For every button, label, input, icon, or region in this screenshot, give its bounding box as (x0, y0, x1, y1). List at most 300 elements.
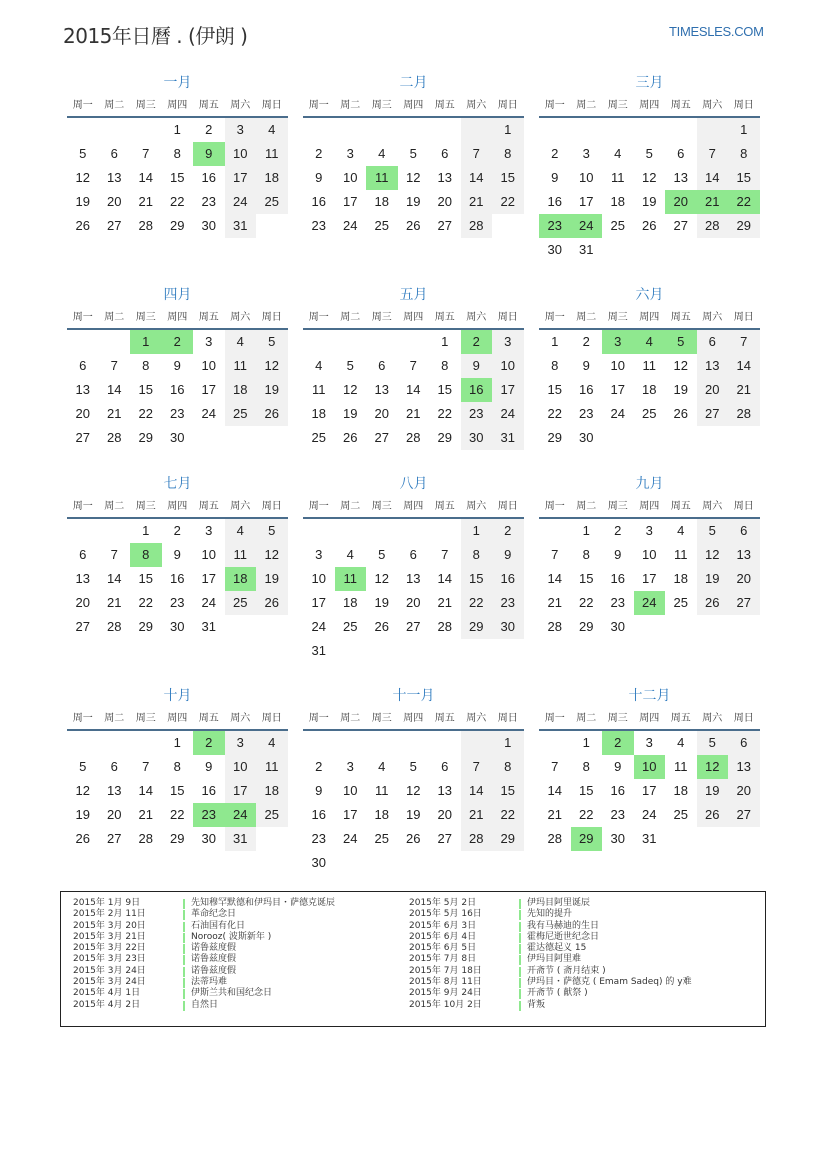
weekday-label: 周六 (466, 501, 487, 512)
day-cell: 28 (138, 218, 153, 233)
legend-holiday-name: 伊玛目・萨德克 ( Emam Sadeq) 的 y难 (527, 977, 692, 988)
day-cell: 9 (173, 547, 181, 562)
weekday-label: 周六 (230, 713, 251, 724)
legend-date: 2015年 3月 24日 (73, 965, 146, 976)
day-cell: 23 (201, 194, 216, 209)
day-cell: 24 (642, 807, 657, 822)
day-cell: 29 (170, 831, 185, 846)
empty-cell (429, 118, 461, 142)
day-cell: 26 (406, 831, 421, 846)
day-cell: 1 (551, 334, 559, 349)
day-cell: 1 (173, 122, 181, 137)
day-cell: 3 (582, 146, 590, 161)
weekday-label: 周六 (230, 100, 251, 111)
day-cell: 28 (406, 430, 421, 445)
weekday-header (539, 308, 760, 330)
day-cell: 20 (697, 378, 729, 402)
day-cell: 13 (107, 170, 122, 185)
day-cell: 21 (461, 190, 493, 214)
month-title: 六月 (635, 287, 664, 303)
page-title: 2015年日曆 . (伊朗 ) (63, 24, 248, 48)
day-cell: 4 (256, 731, 288, 755)
weekday-label: 周一 (308, 100, 329, 111)
weekday-label: 周六 (230, 501, 251, 512)
day-cell: 27 (75, 619, 90, 634)
legend-holiday-name: 石油国有化日 (191, 920, 246, 931)
day-cell: 30 (170, 430, 185, 445)
day-grid (303, 731, 524, 875)
legend-color-bar (183, 944, 185, 954)
weekday-label: 周三 (371, 713, 392, 724)
month-9 (539, 471, 760, 639)
day-cell: 26 (75, 831, 90, 846)
day-cell: 6 (441, 146, 449, 161)
empty-cell (398, 118, 430, 142)
day-cell: 2 (614, 523, 622, 538)
day-cell: 8 (582, 547, 590, 562)
day-cell: 21 (107, 406, 122, 421)
empty-cell (665, 118, 697, 142)
day-cell: 9 (614, 547, 622, 562)
legend-color-bar (183, 955, 185, 965)
day-cell: 8 (173, 146, 181, 161)
day-cell: 31 (201, 619, 216, 634)
day-cell: 12 (75, 783, 90, 798)
day-cell: 19 (406, 807, 421, 822)
day-cell: 21 (138, 807, 153, 822)
day-cell: 7 (461, 755, 493, 779)
weekday-label: 周三 (607, 501, 628, 512)
day-cell: 5 (256, 519, 288, 543)
day-cell: 14 (437, 571, 452, 586)
day-cell: 18 (311, 406, 326, 421)
weekday-label: 周三 (135, 312, 156, 323)
day-cell: 20 (107, 807, 122, 822)
holiday-day-cell: 11 (335, 567, 367, 591)
day-grid (67, 731, 288, 851)
day-cell: 25 (225, 591, 257, 615)
day-cell: 27 (728, 591, 760, 615)
day-cell: 26 (343, 430, 358, 445)
day-cell: 16 (610, 571, 625, 586)
day-cell: 1 (142, 523, 150, 538)
day-cell: 7 (697, 142, 729, 166)
legend-date: 2015年 3月 23日 (73, 954, 146, 965)
day-cell: 10 (343, 783, 358, 798)
legend-color-bar (183, 910, 185, 920)
holiday-day-cell: 5 (665, 330, 697, 354)
day-cell: 5 (409, 146, 417, 161)
day-cell: 21 (107, 595, 122, 610)
weekday-label: 周四 (639, 713, 660, 724)
day-cell: 4 (378, 146, 386, 161)
weekday-label: 周三 (607, 100, 628, 111)
day-cell: 7 (142, 759, 150, 774)
day-cell: 14 (138, 783, 153, 798)
empty-cell (303, 731, 335, 755)
legend-date: 2015年 6月 4日 (409, 931, 477, 942)
day-cell: 14 (461, 166, 493, 190)
month-7 (67, 471, 288, 639)
weekday-label: 周六 (230, 312, 251, 323)
weekday-label: 周五 (198, 100, 219, 111)
empty-cell (366, 519, 398, 543)
weekday-label: 周一 (544, 713, 565, 724)
month-1 (67, 70, 288, 238)
day-cell: 14 (547, 571, 562, 586)
weekday-label: 周日 (261, 501, 282, 512)
weekday-header (539, 709, 760, 731)
day-cell: 16 (170, 382, 185, 397)
day-cell: 1 (492, 118, 524, 142)
day-cell: 3 (346, 146, 354, 161)
day-cell: 19 (673, 382, 688, 397)
day-cell: 9 (205, 759, 213, 774)
weekday-header (67, 709, 288, 731)
day-cell: 8 (142, 358, 150, 373)
day-cell: 18 (256, 779, 288, 803)
day-cell: 5 (256, 330, 288, 354)
day-cell: 24 (201, 406, 216, 421)
weekday-label: 周日 (497, 100, 518, 111)
day-cell: 9 (614, 759, 622, 774)
day-cell: 19 (697, 779, 729, 803)
legend-holiday-name: 霍达德起义 15 (527, 943, 587, 954)
day-cell: 27 (673, 218, 688, 233)
holiday-day-cell: 2 (461, 330, 493, 354)
day-cell: 23 (170, 595, 185, 610)
weekday-label: 周二 (576, 100, 597, 111)
weekday-label: 周日 (733, 713, 754, 724)
day-cell: 18 (374, 807, 389, 822)
month-title: 五月 (399, 287, 428, 303)
weekday-label: 周一 (72, 501, 93, 512)
day-cell: 18 (673, 783, 688, 798)
day-cell: 30 (461, 426, 493, 450)
day-cell: 16 (201, 170, 216, 185)
month-3 (539, 70, 760, 262)
day-cell: 5 (378, 547, 386, 562)
day-cell: 7 (409, 358, 417, 373)
day-cell: 23 (311, 218, 326, 233)
day-cell: 14 (728, 354, 760, 378)
weekday-label: 周二 (104, 713, 125, 724)
legend-color-bar (519, 910, 521, 920)
day-cell: 29 (492, 827, 524, 851)
day-cell: 23 (579, 406, 594, 421)
day-cell: 22 (170, 194, 185, 209)
day-cell: 21 (138, 194, 153, 209)
day-grid (539, 118, 760, 262)
weekday-label: 周日 (497, 501, 518, 512)
weekday-label: 周日 (261, 312, 282, 323)
empty-cell (67, 519, 99, 543)
empty-cell (429, 519, 461, 543)
weekday-label: 周一 (544, 501, 565, 512)
day-cell: 3 (205, 523, 213, 538)
day-cell: 3 (315, 547, 323, 562)
month-8 (303, 471, 524, 663)
weekday-header (539, 96, 760, 118)
day-cell: 24 (492, 402, 524, 426)
empty-cell (539, 118, 571, 142)
holiday-day-cell: 4 (634, 330, 666, 354)
day-cell: 17 (201, 571, 216, 586)
month-title: 七月 (163, 476, 192, 492)
legend-color-bar (519, 967, 521, 977)
weekday-label: 周五 (434, 312, 455, 323)
weekday-label: 周六 (702, 501, 723, 512)
weekday-label: 周二 (340, 713, 361, 724)
day-grid (303, 330, 524, 450)
day-cell: 6 (79, 358, 87, 373)
day-cell: 6 (728, 519, 760, 543)
legend-date: 2015年 2月 11日 (73, 909, 146, 920)
holiday-day-cell: 8 (130, 543, 162, 567)
holiday-day-cell: 2 (162, 330, 194, 354)
day-cell: 4 (315, 358, 323, 373)
day-cell: 10 (642, 547, 657, 562)
day-cell: 13 (75, 571, 90, 586)
day-cell: 28 (461, 214, 493, 238)
day-cell: 3 (645, 523, 653, 538)
day-cell: 17 (579, 194, 594, 209)
month-title: 三月 (635, 75, 664, 91)
day-cell: 11 (674, 759, 688, 774)
day-cell: 16 (170, 571, 185, 586)
weekday-label: 周六 (702, 100, 723, 111)
day-cell: 21 (461, 803, 493, 827)
legend-color-bar (183, 933, 185, 943)
day-cell: 6 (110, 759, 118, 774)
day-cell: 9 (461, 354, 493, 378)
legend-date: 2015年 5月 16日 (409, 909, 482, 920)
day-cell: 19 (75, 807, 90, 822)
day-cell: 16 (610, 783, 625, 798)
day-cell: 27 (107, 831, 122, 846)
day-cell: 3 (645, 735, 653, 750)
day-cell: 14 (138, 170, 153, 185)
day-cell: 23 (610, 807, 625, 822)
empty-cell (366, 731, 398, 755)
holiday-day-cell: 29 (571, 827, 603, 851)
month-2 (303, 70, 524, 238)
day-cell: 21 (437, 595, 452, 610)
day-cell: 20 (107, 194, 122, 209)
weekday-label: 周三 (135, 713, 156, 724)
empty-cell (303, 519, 335, 543)
day-cell: 27 (374, 430, 389, 445)
legend-holiday-name: 开斋节 ( 献祭 ) (527, 988, 588, 999)
weekday-label: 周一 (308, 501, 329, 512)
day-cell: 9 (315, 783, 323, 798)
day-cell: 13 (406, 571, 421, 586)
weekday-header (303, 497, 524, 519)
day-cell: 28 (547, 831, 562, 846)
day-cell: 10 (311, 571, 326, 586)
day-cell: 5 (346, 358, 354, 373)
day-cell: 12 (406, 170, 421, 185)
empty-cell (335, 330, 367, 354)
day-cell: 13 (728, 543, 760, 567)
day-cell: 25 (673, 595, 688, 610)
day-cell: 27 (697, 402, 729, 426)
day-cell: 17 (201, 382, 216, 397)
day-cell: 8 (492, 755, 524, 779)
holiday-day-cell: 23 (539, 214, 571, 238)
weekday-header (539, 497, 760, 519)
day-cell: 17 (311, 595, 326, 610)
day-cell: 8 (492, 142, 524, 166)
day-cell: 24 (343, 831, 358, 846)
weekday-label: 周五 (670, 713, 691, 724)
weekday-header (67, 308, 288, 330)
weekday-label: 周五 (434, 100, 455, 111)
day-cell: 16 (201, 783, 216, 798)
day-cell: 31 (579, 242, 594, 257)
day-cell: 15 (492, 779, 524, 803)
holiday-day-cell: 24 (634, 591, 666, 615)
day-cell: 4 (614, 146, 622, 161)
day-cell: 15 (579, 783, 594, 798)
day-cell: 2 (205, 122, 213, 137)
day-cell: 17 (642, 571, 657, 586)
day-grid (67, 519, 288, 639)
day-cell: 27 (437, 218, 452, 233)
day-cell: 22 (579, 595, 594, 610)
holiday-day-cell: 3 (602, 330, 634, 354)
day-cell: 17 (610, 382, 625, 397)
day-cell: 14 (107, 382, 122, 397)
day-cell: 16 (579, 382, 594, 397)
day-cell: 6 (378, 358, 386, 373)
empty-cell (634, 118, 666, 142)
day-cell: 10 (610, 358, 625, 373)
day-cell: 26 (256, 402, 288, 426)
day-cell: 20 (75, 595, 90, 610)
day-cell: 4 (677, 523, 685, 538)
day-cell: 11 (674, 547, 688, 562)
day-cell: 1 (728, 118, 760, 142)
empty-cell (366, 330, 398, 354)
day-cell: 18 (610, 194, 625, 209)
day-cell: 22 (138, 406, 153, 421)
legend-color-bar (183, 967, 185, 977)
day-cell: 30 (201, 218, 216, 233)
empty-cell (366, 118, 398, 142)
day-cell: 1 (582, 735, 590, 750)
day-cell: 8 (728, 142, 760, 166)
day-cell: 26 (75, 218, 90, 233)
legend-date: 2015年 10月 2日 (409, 999, 482, 1010)
day-cell: 22 (437, 406, 452, 421)
day-cell: 15 (138, 571, 153, 586)
legend-color-bar (519, 989, 521, 999)
empty-cell (303, 118, 335, 142)
day-cell: 13 (673, 170, 688, 185)
legend-holiday-name: 先知的提升 (527, 909, 573, 920)
site-link[interactable]: TIMESLES.COM (669, 24, 764, 39)
day-cell: 10 (225, 142, 257, 166)
weekday-label: 周日 (261, 100, 282, 111)
legend-date: 2015年 3月 21日 (73, 931, 146, 942)
legend-holiday-name: 霍梅尼逝世纪念日 (527, 931, 600, 942)
day-cell: 14 (547, 783, 562, 798)
weekday-label: 周一 (544, 312, 565, 323)
day-cell: 2 (173, 523, 181, 538)
day-cell: 1 (441, 334, 449, 349)
day-cell: 30 (201, 831, 216, 846)
legend-holiday-name: 自然日 (191, 999, 219, 1010)
day-cell: 1 (461, 519, 493, 543)
weekday-label: 周一 (308, 312, 329, 323)
day-grid (539, 330, 760, 450)
legend-date: 2015年 9月 24日 (409, 988, 482, 999)
day-cell: 25 (673, 807, 688, 822)
day-grid (539, 519, 760, 639)
empty-cell (335, 118, 367, 142)
month-5 (303, 282, 524, 450)
day-cell: 11 (642, 358, 656, 373)
day-cell: 15 (728, 166, 760, 190)
legend-date: 2015年 3月 24日 (73, 977, 146, 988)
weekday-label: 周二 (340, 312, 361, 323)
day-cell: 6 (728, 731, 760, 755)
calendar-grid (67, 70, 767, 870)
day-cell: 25 (610, 218, 625, 233)
day-cell: 5 (697, 731, 729, 755)
day-cell: 27 (728, 803, 760, 827)
day-cell: 12 (673, 358, 688, 373)
holiday-day-cell: 1 (130, 330, 162, 354)
day-cell: 11 (312, 382, 326, 397)
empty-cell (571, 118, 603, 142)
weekday-label: 周四 (639, 501, 660, 512)
holiday-day-cell: 18 (225, 567, 257, 591)
weekday-label: 周五 (434, 501, 455, 512)
day-cell: 30 (547, 242, 562, 257)
legend-holiday-name: 诺鲁兹度假 (191, 943, 237, 954)
day-cell: 9 (315, 170, 323, 185)
day-cell: 5 (697, 519, 729, 543)
day-cell: 5 (645, 146, 653, 161)
weekday-label: 周四 (403, 312, 424, 323)
weekday-label: 周四 (167, 100, 188, 111)
day-cell: 4 (225, 330, 257, 354)
day-cell: 15 (170, 783, 185, 798)
empty-cell (335, 731, 367, 755)
day-cell: 9 (173, 358, 181, 373)
legend-color-bar (519, 899, 521, 909)
day-cell: 13 (374, 382, 389, 397)
month-11 (303, 683, 524, 875)
day-cell: 7 (142, 146, 150, 161)
day-cell: 20 (374, 406, 389, 421)
legend-color-bar (519, 1001, 521, 1011)
weekday-header (67, 96, 288, 118)
day-cell: 9 (492, 543, 524, 567)
weekday-label: 周六 (466, 713, 487, 724)
empty-cell (67, 731, 99, 755)
day-cell: 29 (728, 214, 760, 238)
day-cell: 17 (225, 779, 257, 803)
legend-date: 2015年 7月 8日 (409, 954, 477, 965)
day-cell: 30 (492, 615, 524, 639)
weekday-label: 周三 (607, 713, 628, 724)
day-cell: 13 (75, 382, 90, 397)
day-cell: 20 (728, 567, 760, 591)
empty-cell (398, 731, 430, 755)
